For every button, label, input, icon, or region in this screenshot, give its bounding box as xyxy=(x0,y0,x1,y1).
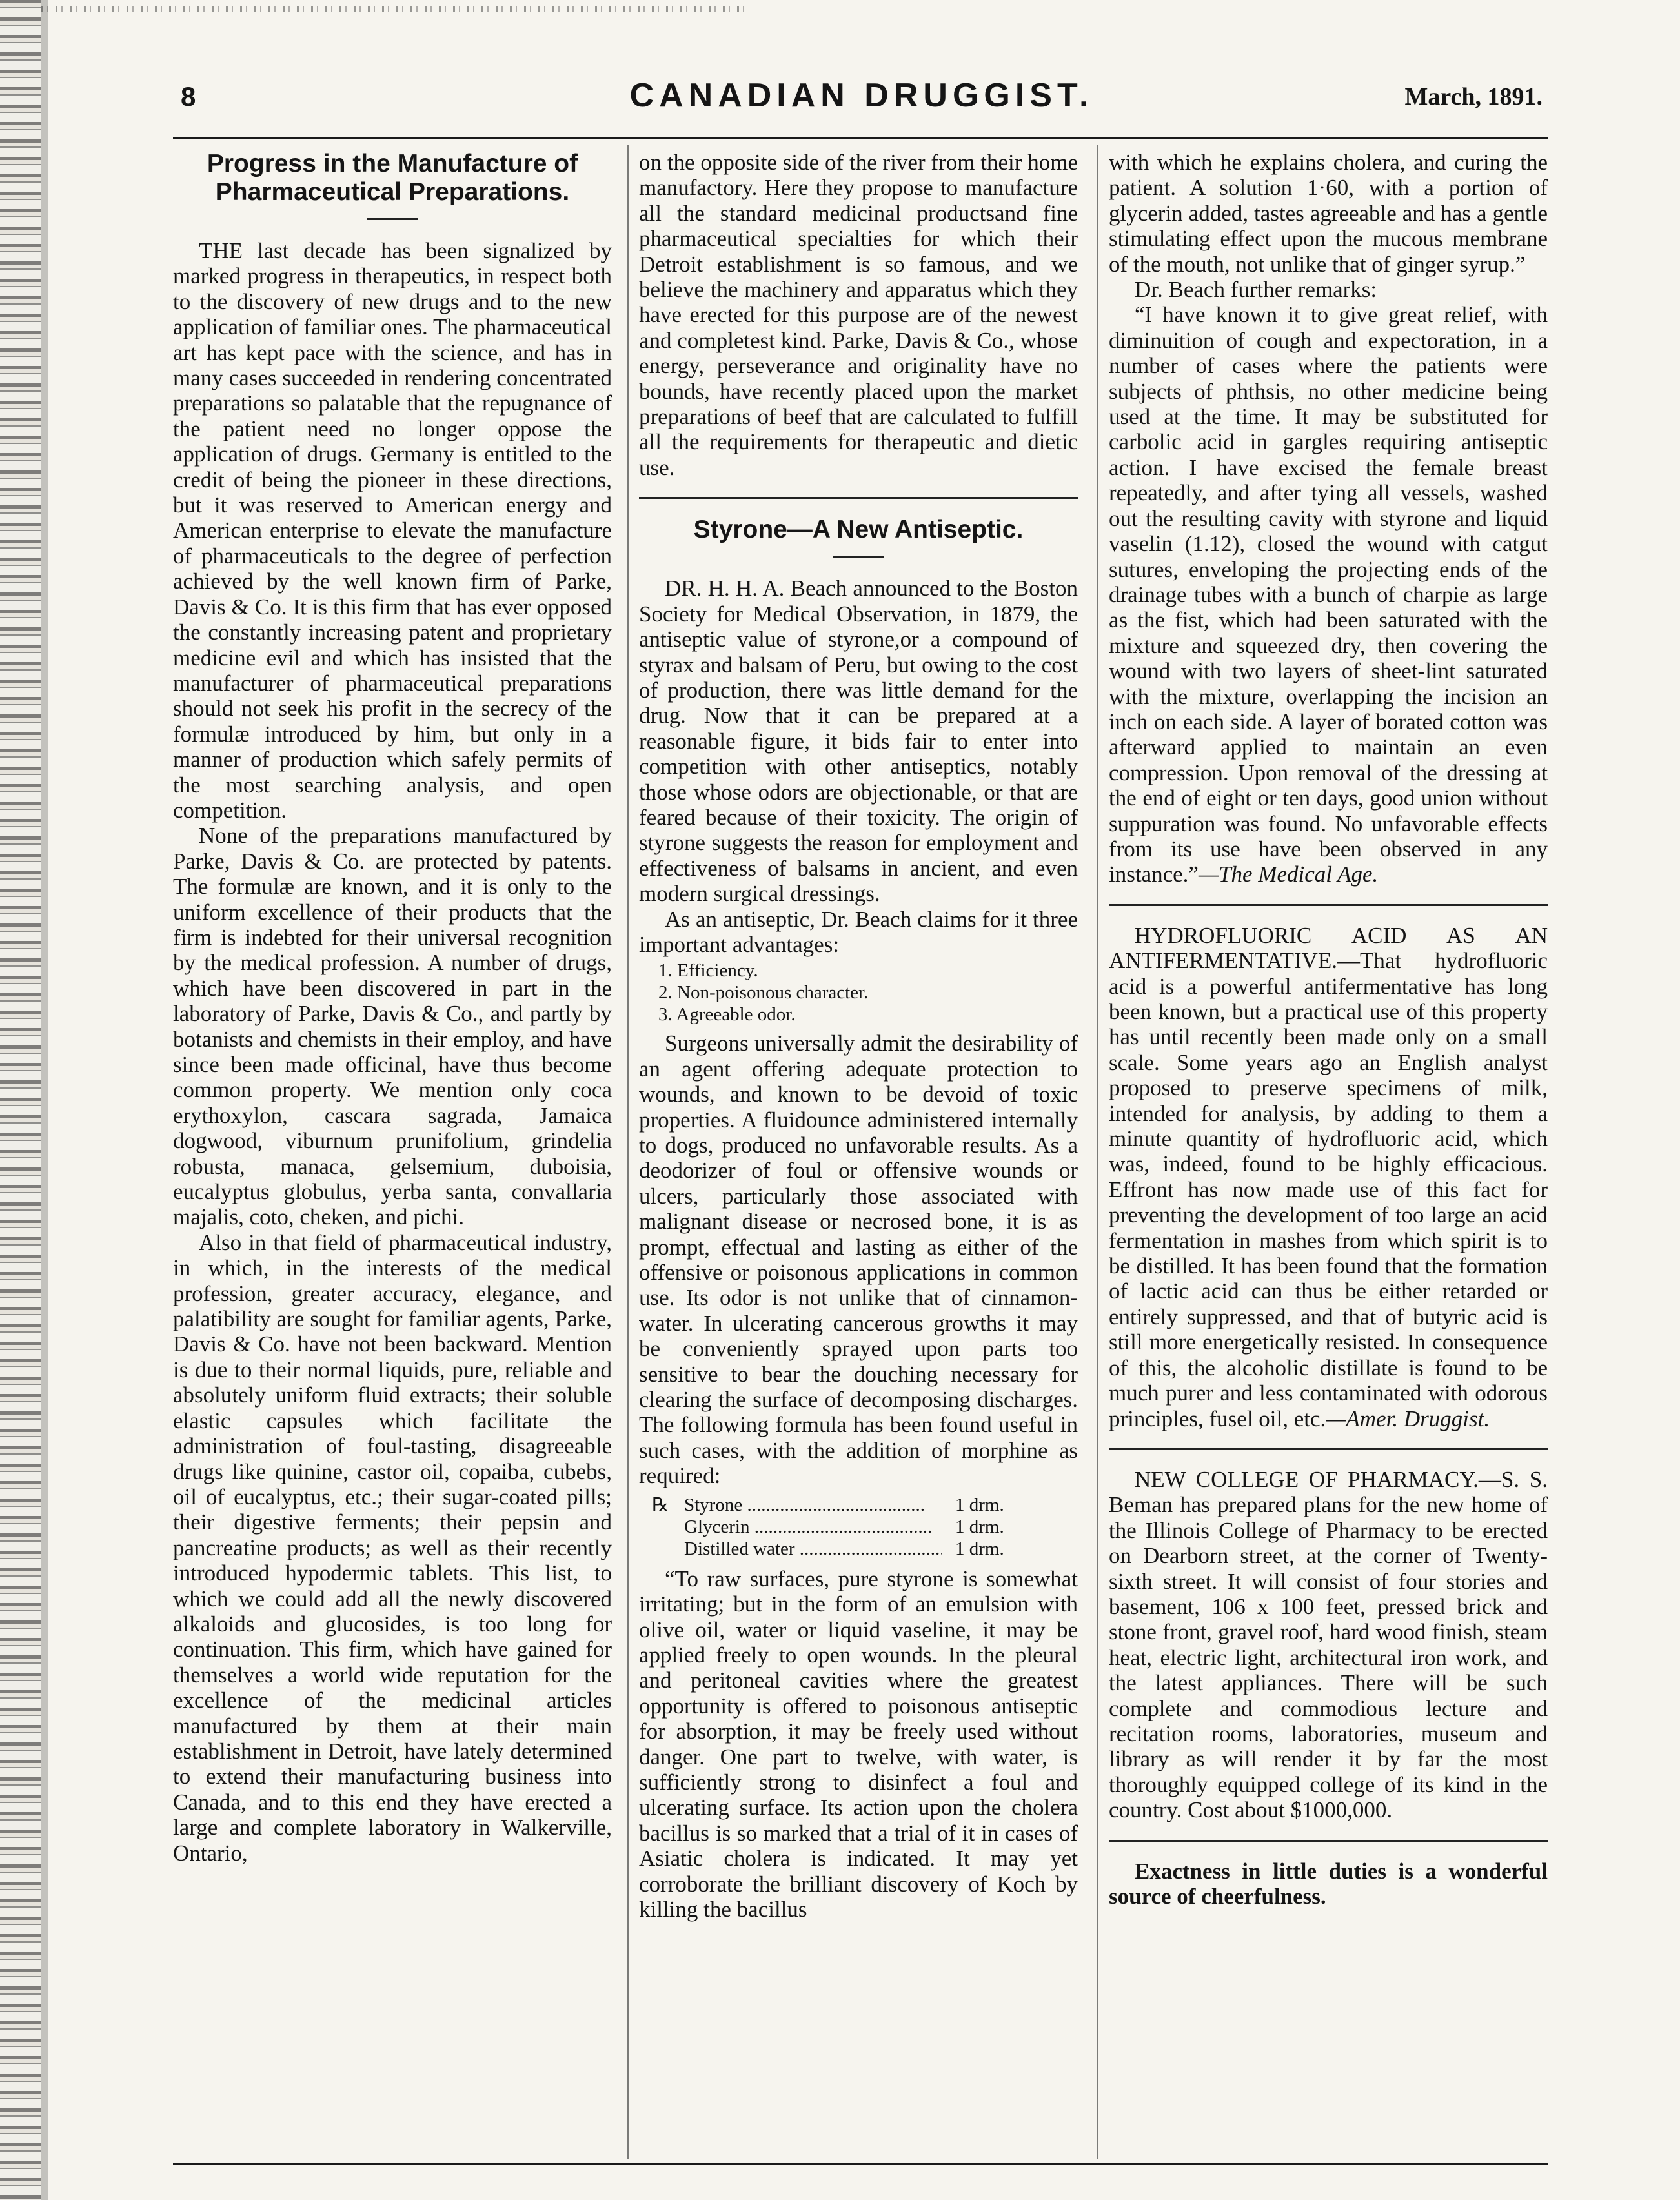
item-body: —That hydrofluoric acid is a powerful antifermentative has long been known, but a practical use of this property has until recently been made only on a small scale. Some years ago an English analyst proposed to preserve specimens of milk, intended for analysis, by adding to them a minute quantity of hydrofluoric acid, which was, indeed, found to be highly efficacious. Effront has now made use of this fact for preventing the development of too large an acid fermentation in mashes from which spirit is to be distilled. It has been found that the formation of lactic acid can thus be either retarded or entirely suppressed, and that of butyric acid is still more energetically resisted. In consequence of this, the alcoholic distillate is found to be much purer and less contaminated with odorous principles, fusel oil, etc. xyxy=(1109,948,1548,1431)
formula-ingredient: Glycerin ..... xyxy=(684,1516,942,1538)
section-rule xyxy=(639,497,1078,499)
item-lead: NEW COLLEGE OF PHARMACY. xyxy=(1135,1466,1479,1492)
motto: Exactness in little duties is a wonderful source of cheerfulness. xyxy=(1109,1858,1548,1909)
paragraph: Surgeons universally admit the desirability of an agent offering adequate protection to wounds, and known to be devoid of toxic properties. A fluidounce administered internally to dogs, produced no unfavorable results. As a deodorizer of foul or offensive wounds or ulcers, particularly those associated with malignant disease or necrosed bone, it is as prompt, effectual and lasting as either of the offensive or poisonous applications in common use. Its odor is not unlike that of cinnamon-water. In ulcerating cancerous growths it may be conveniently sprayed upon parts too sensitive to bear the douching necessary for clearing the surface of decomposing discharges. The following formula has been found useful in such cases, with the addition of morphine as required: xyxy=(639,1031,1078,1489)
paragraph: with which he explains cholera, and curing the patient. A solution 1·60, with a portion of glycerin added, tastes agreeable and has a gentle stimulating effect upon the mucous membrane of the mouth, not unlike that of ginger syrup.” xyxy=(1109,150,1548,277)
advantages-list xyxy=(639,960,1078,1025)
paragraph: Dr. Beach further remarks: xyxy=(1135,277,1377,303)
paragraph xyxy=(1109,1467,1548,1823)
journal-title: CANADIAN DRUGGIST. xyxy=(629,77,1094,114)
column-divider xyxy=(627,145,629,2159)
footer-rule xyxy=(173,2163,1548,2165)
formula-row xyxy=(639,1494,1078,1516)
item-body: —S. S. Beman has prepared plans for the new home of the Illinois College of Pharmacy to be erected on Dearborn street, at the corner of Twenty-sixth street. It will consist of four stories and basement, 106 x 100 feet, pressed brick and stone front, gravel roof, hard wood finish, steam heat, electric light, architectural iron work, and the latest appliances. There will be such complete and commodious lecture and recitation rooms, laboratories, museum and library as will render it by far the most thoroughly equipped college of its kind in the country. Cost about $1000,000. xyxy=(1109,1466,1548,1823)
title-rule xyxy=(367,218,418,220)
issue-date: March, 1891. xyxy=(1404,83,1543,110)
page-number: 8 xyxy=(181,81,196,112)
paragraph: “To raw surfaces, pure styrone is somewhat irritating; but in the form of an emulsion with olive oil, water or liquid vaseline, it may be applied freely to open wounds. In the pleural and peritoneal cavities where the greatest opportunity is offered to poisonous antiseptic for absorption, it may be freely used without danger. One part to twelve, with water, is sufficiently strong to disinfect a foul and ulcerating surface. Its action upon the cholera bacillus is so marked that a trial of it in cases of Asiatic cholera is indicated. It may yet corroborate the brilliant discovery of Koch by killing the bacillus xyxy=(639,1566,1078,1922)
paragraph: on the opposite side of the river from their home manufactory. Here they propose to manufacture all the standard medicinal productsand fine pharmaceutical specialties for which their Detroit establishment is so famous, and we believe the machinery and apparatus which they have erected for this purpose are of the newest and completest kind. Parke, Davis & Co., whose energy, perseverance and originality have no bounds, have recently placed upon the market preparations of beef that are calculated to fulfill all the requirements for therapeutic and dietic use. xyxy=(639,150,1078,480)
formula-quantity: 1 drm. xyxy=(955,1494,1004,1515)
article-title-progress: Progress in the Manufacture of Pharmaceutical Preparations. xyxy=(207,150,578,206)
paragraph xyxy=(1109,302,1548,887)
title-rule xyxy=(833,556,884,558)
paragraph: DR. H. H. A. Beach announced to the Boston Society for Medical Observation, in 1879, the antiseptic value of styrone,or a compound of styrax and balsam of Peru, but owing to the cost of production, there was little demand for the drug. Now that it can be prepared at a reasonable figure, it bids fair to enter into competition with other antiseptics, notably those whose odors are objectionable, or that are feared because of their toxicity. The origin of styrone suggests the reason for employment and effectiveness of balsams in ancient, and even modern surgical dressings. xyxy=(639,576,1078,907)
paragraph: None of the preparations manufactured by Parke, Davis & Co. are protected by patents. The formulæ are known, and it is only to the uniform excellence of their products that the firm is indebted for their universal recognition by the medical profession. A number of drugs, which have been discovered in part in the laboratory of Parke, Davis & Co., and partly by botanists and chemists in their employ, and have since been made officinal, have thus become common property. We mention only coca erythoxylon, cascara sagrada, Jamaica dogwood, viburnum prunifolium, grindelia robusta, manaca, gelsemium, duboisia, eucalyptus globulus, yerba santa, convallaria majalis, coto, cheken, and pichi. xyxy=(173,823,612,1230)
paragraph: THE last decade has been signalized by marked progress in therapeutics, in respect both to the discovery of new drugs and to the new application of familiar ones. The pharmaceutical art has kept pace with the science, and has in many cases succeeded in rendering concentrated preparations so palatable that the repugnance of the patient need no longer oppose the application of drugs. Germany is entitled to the credit of being the pioneer in these directions, but it was reserved to American energy and American enterprise to elevate the manufacture of pharmaceuticals to the degree of perfection achieved by the well known firm of Parke, Davis & Co. It is this firm that has ever opposed the constantly increasing patent and proprietary medicine evil and which has insisted that the manufacturer of pharmaceutical preparations should not seek his profit in the secrecy of the formulæ introduced by him, but only in a manner of production which safely permits of the most searching analysis, and open competition. xyxy=(173,238,612,823)
list-item: 1. Efficiency. xyxy=(658,960,758,982)
quote-text: “I have known it to give great relief, with diminuition of cough and expectoration, in a number of cases where the patients were subjects of phthsis, no other medicine being used at the time. It may be substituted for carbolic acid in gargles requiring antiseptic action. I have excised the female breast repeatedly, and after tying all vessels, washed out the resulting cavity with styrone and liquid vaselin (1.12), closed the wound with catgut sutures, enveloping the projecting ends of the drainage tubes with a bunch of charpie as large as the fist, which had been saturated with the mixture and squeezed dry, then covering the wound with two layers of sheet-lint saturated with the mixture, overlapping the incision an inch on each side. A layer of borated cotton was afterward applied to maintain an even compression. Upon removal of the dressing at the end of eight or ten days, good union without suppuration was found. No unfavorable effects from its use have been observed in any instance.” xyxy=(1109,302,1548,887)
running-header xyxy=(181,76,1543,121)
formula-ingredient: Distilled water ..... xyxy=(684,1538,942,1560)
formula-row xyxy=(639,1538,1078,1560)
item-lead: HYDROFLUORIC ACID AS AN ANTIFERMENTATIVE. xyxy=(1109,922,1548,974)
formula-row xyxy=(639,1516,1078,1538)
source-citation: —The Medical Age. xyxy=(1198,862,1379,887)
header-rule xyxy=(173,137,1548,139)
section-rule xyxy=(1109,1448,1548,1450)
paragraph: As an antiseptic, Dr. Beach claims for it three important advantages: xyxy=(639,906,1078,957)
section-rule xyxy=(1109,904,1548,906)
binding-shadow xyxy=(41,0,48,2200)
list-item: 2. Non-poisonous character. xyxy=(658,982,869,1004)
paragraph: Also in that field of pharmaceutical industry, in which, in the interests of the medical profession, greater accuracy, elegance, and palatibility are sought for familiar agents, Parke, Davis & Co. have not been backward. Mention is due to their normal liquids, pure, reliable and absolutely uniform fluid extracts; their soluble elastic capsules which facilitate the administration of foul-tasting, disagreeable drugs like quinine, castor oil, copaiba, cubebs, oil of eucalyptus, etc.; their sugar-coated pills; their digestive ferments; their pepsin and pancreatine products; as well as their recently introduced hypodermic tablets. This list, to which we could add all the newly discovered alkaloids and glucosides, is too long for continuation. This firm, which have gained for themselves a world wide reputation for the excellence of the medicinal articles manufactured by them at their main establishment in Detroit, have lately determined to extend their manufacturing business into Canada, and to this end they have erected a large and complete laboratory in Walkerville, Ontario, xyxy=(173,1229,612,1866)
column-2 xyxy=(639,150,1078,2157)
section-rule xyxy=(1109,1840,1548,1842)
source-citation: —Amer. Druggist. xyxy=(1326,1406,1490,1431)
paragraph xyxy=(1109,923,1548,1431)
recipe-symbol: ℞ xyxy=(652,1494,669,1515)
formula-quantity: 1 drm. xyxy=(955,1516,1004,1537)
list-item: 3. Agreeable odor. xyxy=(658,1004,796,1025)
column-1 xyxy=(173,150,612,2157)
page-binding-edge xyxy=(0,0,41,2200)
column-divider xyxy=(1097,145,1098,2159)
article-title-styrone: Styrone—A New Antiseptic. xyxy=(693,516,1024,544)
formula-ingredient: Styrone ..... xyxy=(684,1494,942,1516)
formula-quantity: 1 drm. xyxy=(955,1538,1004,1559)
scan-speckle xyxy=(41,6,751,12)
formula-block xyxy=(639,1494,1078,1560)
column-3 xyxy=(1109,150,1548,2157)
